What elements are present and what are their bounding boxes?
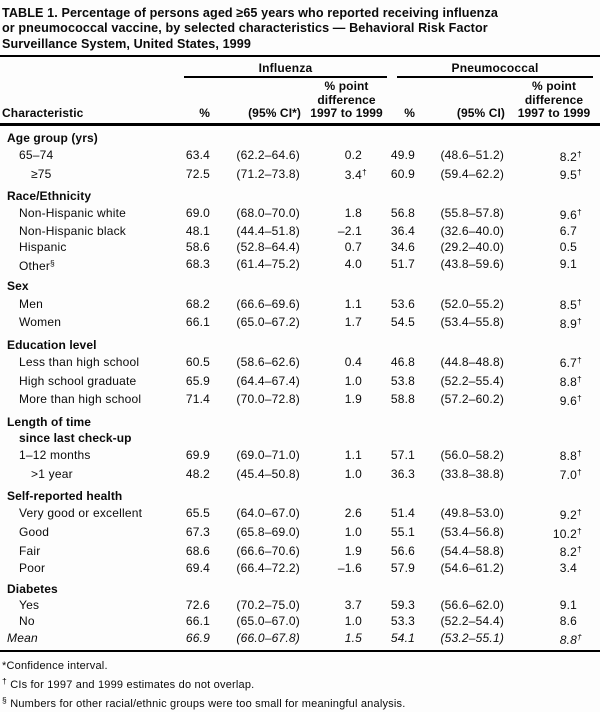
- row-label: Very good or excellent: [19, 506, 143, 521]
- header-influenza-diff: % point difference 1997 to 1999: [304, 78, 389, 124]
- table-row: [0, 391, 600, 410]
- cell-pneumococcal-percent: 56.6: [390, 543, 416, 558]
- footnote: § Numbers for other racial/ethnic groups were too small for meaningful analysis.: [2, 695, 406, 710]
- cell-influenza-percent: 58.6: [185, 239, 210, 254]
- row-label: Mean: [0, 630, 184, 652]
- cell-influenza-ci: (45.4–50.8): [236, 466, 300, 481]
- cell-influenza-percent: 69.4: [185, 560, 210, 575]
- cell-pneumococcal-percent: 54.1: [389, 630, 419, 652]
- category-row: [0, 484, 600, 505]
- header-pneumococcal-ci: (95% CI): [419, 78, 508, 124]
- table-row: [0, 147, 600, 166]
- table-row: [0, 256, 600, 275]
- cell-influenza-ci: (65.8–69.0): [236, 524, 300, 539]
- title-line-1: TABLE 1. Percentage of persons aged ≥65 years who reported receiving influenza: [2, 6, 498, 20]
- header-pneumococcal-diff: % point difference 1997 to 1999: [508, 78, 600, 124]
- cell-pneumococcal-ci: (52.2–55.4): [440, 373, 505, 388]
- cell-pneumococcal-ci: (33.8–38.8): [440, 466, 505, 481]
- cell-pneumococcal-diff: 8.8†: [508, 630, 600, 652]
- cell-pneumococcal-diff: 6.7: [559, 223, 578, 238]
- footnote-marker: §: [2, 695, 7, 706]
- cell-influenza-percent: 48.1: [185, 223, 210, 238]
- row-label: Self-reported health: [7, 488, 123, 503]
- cell-pneumococcal-ci: (32.6–40.0): [440, 223, 505, 238]
- row-label: Non-Hispanic black: [19, 223, 126, 238]
- cell-influenza-diff: 3.7: [344, 597, 363, 612]
- row-label: Hispanic: [19, 239, 67, 254]
- column-header-row: [0, 78, 600, 124]
- cell-influenza-diff: 0.4: [344, 354, 363, 369]
- table-row: [0, 353, 600, 372]
- cell-pneumococcal-ci: (59.4–62.2): [440, 166, 505, 181]
- cell-influenza-diff: 1.1: [344, 447, 363, 462]
- cell-influenza-diff: 1.9: [344, 543, 363, 558]
- title-line-2: or pneumococcal vaccine, by selected characteristics — Behavioral Risk Factor: [2, 21, 488, 36]
- table-row: [0, 446, 600, 465]
- header-pneumococcal-percent: %: [389, 78, 419, 124]
- header-influenza-ci: (95% CI*): [214, 78, 304, 124]
- category-row: [0, 431, 600, 447]
- cell-influenza-percent: 67.3: [185, 524, 210, 539]
- cell-pneumococcal-percent: 57.9: [390, 560, 416, 575]
- table-row: [0, 295, 600, 314]
- group-header-pneumococcal: Pneumococcal: [389, 57, 600, 78]
- category-row: [0, 274, 600, 295]
- group-header-row: [0, 57, 600, 78]
- cell-influenza-ci: (69.0–71.0): [236, 447, 300, 462]
- cell-influenza-percent: 72.6: [185, 597, 210, 612]
- table-body: [0, 124, 600, 651]
- table-row: [0, 314, 600, 333]
- cell-pneumococcal-ci: (55.8–57.8): [440, 206, 505, 221]
- cell-influenza-diff: 1.8: [344, 206, 363, 221]
- group-header-influenza: Influenza: [184, 57, 389, 78]
- cell-pneumococcal-ci: (56.0–58.2): [440, 447, 505, 462]
- table-row: [0, 561, 600, 577]
- cell-influenza-ci: (61.4–75.2): [236, 256, 300, 271]
- row-label: Diabetes: [7, 581, 58, 596]
- cell-pneumococcal-percent: 49.9: [390, 148, 416, 163]
- cell-pneumococcal-diff: 8.2†: [559, 148, 582, 164]
- cell-pneumococcal-percent: 57.1: [390, 447, 416, 462]
- cell-influenza-percent: 63.4: [185, 148, 210, 163]
- cell-influenza-ci: (66.6–70.6): [236, 543, 300, 558]
- cell-influenza-ci: (70.2–75.0): [236, 597, 300, 612]
- cell-pneumococcal-ci: (49.8–53.0): [440, 506, 505, 521]
- cell-influenza-diff: 0.2: [344, 148, 363, 163]
- cell-influenza-percent: 69.9: [185, 447, 210, 462]
- row-label: Men: [19, 296, 43, 311]
- table-row: [0, 205, 600, 224]
- cell-pneumococcal-diff: 8.9†: [559, 315, 582, 331]
- footnote-marker: †: [2, 676, 7, 687]
- header-characteristic: Characteristic: [0, 78, 184, 124]
- cell-pneumococcal-percent: 51.4: [390, 506, 416, 521]
- cell-influenza-percent: 68.6: [185, 543, 210, 558]
- cell-influenza-ci: (65.0–67.2): [236, 315, 300, 330]
- cell-influenza-ci: (64.4–67.4): [236, 373, 300, 388]
- row-label: Age group (yrs): [7, 130, 98, 145]
- cell-pneumococcal-percent: 51.7: [390, 256, 416, 271]
- cell-pneumococcal-percent: 53.6: [390, 296, 416, 311]
- cell-influenza-diff: –1.6: [337, 560, 363, 575]
- row-label: Women: [19, 315, 62, 330]
- row-label: Yes: [19, 597, 40, 612]
- cell-influenza-ci: (70.0–72.8): [236, 392, 300, 407]
- table-row: [0, 224, 600, 240]
- cell-influenza-diff: –2.1: [337, 223, 363, 238]
- table-row: [0, 598, 600, 614]
- cell-influenza-ci: (65.0–67.0): [236, 613, 300, 628]
- group-header-spacer: [0, 57, 184, 78]
- cell-pneumococcal-percent: 53.3: [390, 613, 416, 628]
- cell-influenza-diff: 4.0: [344, 256, 363, 271]
- cell-influenza-ci: (64.0–67.0): [236, 506, 300, 521]
- row-label: Poor: [19, 560, 46, 575]
- row-label: Race/Ethnicity: [7, 189, 92, 204]
- header-influenza-percent: %: [184, 78, 214, 124]
- cell-pneumococcal-diff: 9.5†: [559, 167, 582, 183]
- table-row: [0, 524, 600, 543]
- category-row: [0, 410, 600, 431]
- row-label: Fair: [19, 543, 41, 558]
- row-label: since last check-up: [19, 430, 132, 445]
- cell-pneumococcal-diff: 9.6†: [559, 392, 582, 408]
- cell-pneumococcal-ci: (48.6–51.2): [440, 148, 505, 163]
- cell-pneumococcal-diff: 8.6: [559, 613, 578, 628]
- cell-influenza-percent: 48.2: [185, 466, 210, 481]
- cell-influenza-percent: 69.0: [185, 206, 210, 221]
- table-row: [0, 165, 600, 184]
- cell-pneumococcal-ci: (52.2–54.4): [440, 613, 505, 628]
- footnotes: [0, 652, 600, 712]
- cell-influenza-ci: (52.8–64.4): [236, 239, 300, 254]
- cell-influenza-diff: 1.0: [344, 524, 363, 539]
- table-row: [0, 614, 600, 630]
- cell-influenza-ci: (44.4–51.8): [236, 223, 300, 238]
- row-label: High school graduate: [19, 373, 137, 388]
- cell-pneumococcal-ci: (29.2–40.0): [440, 239, 505, 254]
- row-label: Non-Hispanic white: [19, 206, 126, 221]
- cell-pneumococcal-diff: 8.5†: [559, 297, 582, 312]
- cell-influenza-diff: 3.4†: [344, 167, 367, 183]
- row-label: More than high school: [19, 392, 142, 407]
- cell-influenza-diff: 0.7: [344, 239, 363, 254]
- row-label: 65–74: [19, 148, 54, 163]
- cell-pneumococcal-percent: 53.8: [390, 373, 416, 388]
- cell-pneumococcal-ci: (56.6–62.0): [440, 597, 505, 612]
- cell-influenza-diff: 1.9: [344, 392, 363, 407]
- vaccine-coverage-table: [0, 57, 600, 652]
- row-label: Sex: [7, 279, 29, 294]
- category-row: [0, 124, 600, 146]
- cell-pneumococcal-diff: 7.0†: [559, 467, 582, 482]
- cell-influenza-ci: (58.6–62.6): [236, 354, 300, 369]
- table-row: [0, 542, 600, 561]
- table-row: [0, 240, 600, 256]
- cell-pneumococcal-ci: (52.0–55.2): [440, 296, 505, 311]
- cell-influenza-percent: 68.3: [185, 256, 210, 271]
- cell-influenza-ci: (71.2–73.8): [236, 166, 300, 181]
- cell-influenza-diff: 1.0: [344, 613, 363, 628]
- row-label: >1 year: [31, 466, 73, 481]
- cell-influenza-diff: 2.6: [344, 506, 363, 521]
- cell-pneumococcal-ci: (53.2–55.1): [419, 630, 508, 652]
- footnote-marker: *: [2, 660, 7, 673]
- cell-pneumococcal-diff: 9.1: [559, 597, 578, 612]
- cell-influenza-ci: (66.4–72.2): [236, 560, 300, 575]
- cell-pneumococcal-diff: 10.2†: [552, 525, 582, 541]
- cell-influenza-diff: 1.0: [344, 373, 363, 388]
- cell-pneumococcal-ci: (53.4–56.8): [440, 524, 505, 539]
- cell-pneumococcal-percent: 59.3: [390, 597, 416, 612]
- cell-pneumococcal-ci: (54.6–61.2): [440, 560, 505, 575]
- cell-influenza-ci: (66.6–69.6): [236, 296, 300, 311]
- cell-influenza-diff: 1.5: [304, 630, 389, 652]
- cell-pneumococcal-diff: 8.8†: [559, 448, 582, 464]
- cell-pneumococcal-diff: 8.2†: [559, 544, 582, 560]
- cell-influenza-ci: (62.2–64.6): [236, 148, 300, 163]
- cell-pneumococcal-diff: 9.6†: [559, 206, 582, 222]
- category-row: [0, 184, 600, 205]
- cell-influenza-percent: 66.9: [184, 630, 214, 652]
- row-label: Less than high school: [19, 354, 140, 369]
- row-label: No: [19, 613, 35, 628]
- cell-pneumococcal-diff: 8.8†: [559, 374, 582, 389]
- cell-influenza-ci: (68.0–70.0): [236, 206, 300, 221]
- cell-pneumococcal-percent: 46.8: [390, 354, 416, 369]
- cell-pneumococcal-ci: (43.8–59.6): [440, 256, 505, 271]
- row-label: 1–12 months: [19, 447, 91, 462]
- cell-influenza-diff: 1.1: [344, 296, 363, 311]
- cell-influenza-percent: 66.1: [185, 613, 210, 628]
- cell-pneumococcal-diff: 3.4: [559, 560, 578, 575]
- row-label: Education level: [7, 337, 97, 352]
- cell-influenza-percent: 68.2: [185, 296, 210, 311]
- cell-pneumococcal-percent: 36.3: [390, 466, 416, 481]
- row-label: ≥75: [31, 166, 52, 181]
- cell-influenza-ci: (66.0–67.8): [214, 630, 304, 652]
- cell-pneumococcal-ci: (54.4–58.8): [440, 543, 505, 558]
- cell-influenza-diff: 1.7: [344, 315, 363, 330]
- category-row: [0, 577, 600, 598]
- cell-pneumococcal-diff: 9.2†: [559, 506, 582, 522]
- cell-pneumococcal-percent: 56.8: [390, 206, 416, 221]
- table-row: [0, 372, 600, 391]
- cell-pneumococcal-diff: 6.7†: [559, 355, 582, 371]
- cell-pneumococcal-ci: (57.2–60.2): [440, 392, 505, 407]
- title-line-3: Surveillance System, United States, 1999: [2, 36, 251, 51]
- cell-pneumococcal-diff: 9.1: [559, 256, 578, 271]
- cell-pneumococcal-diff: 0.5: [559, 239, 578, 254]
- table-title: [0, 0, 600, 57]
- cell-pneumococcal-percent: 36.4: [390, 223, 416, 238]
- cell-influenza-percent: 72.5: [185, 166, 210, 181]
- cell-pneumococcal-ci: (44.8–48.8): [440, 354, 505, 369]
- cell-influenza-diff: 1.0: [344, 466, 363, 481]
- row-label: Length of time: [7, 414, 92, 429]
- row-label: Other§: [19, 257, 55, 273]
- section-footnote-marker: §: [50, 257, 55, 268]
- category-row: [0, 333, 600, 354]
- table-row: [0, 505, 600, 524]
- cell-influenza-percent: 65.5: [185, 506, 210, 521]
- table-row: [0, 630, 600, 652]
- cell-pneumococcal-ci: (53.4–55.8): [440, 315, 505, 330]
- footnote: † CIs for 1997 and 1999 estimates do not overlap.: [2, 676, 255, 692]
- table-row: [0, 465, 600, 484]
- row-label: Good: [19, 524, 50, 539]
- footnote: *Confidence interval.: [2, 660, 108, 673]
- cell-pneumococcal-percent: 58.8: [390, 392, 416, 407]
- cell-pneumococcal-percent: 55.1: [390, 524, 416, 539]
- cell-pneumococcal-percent: 60.9: [390, 166, 416, 181]
- cell-influenza-percent: 60.5: [185, 354, 210, 369]
- cell-influenza-percent: 65.9: [185, 373, 210, 388]
- cell-influenza-percent: 66.1: [185, 315, 210, 330]
- cell-influenza-percent: 71.4: [185, 392, 210, 407]
- cell-pneumococcal-percent: 34.6: [390, 239, 416, 254]
- cell-pneumococcal-percent: 54.5: [390, 315, 416, 330]
